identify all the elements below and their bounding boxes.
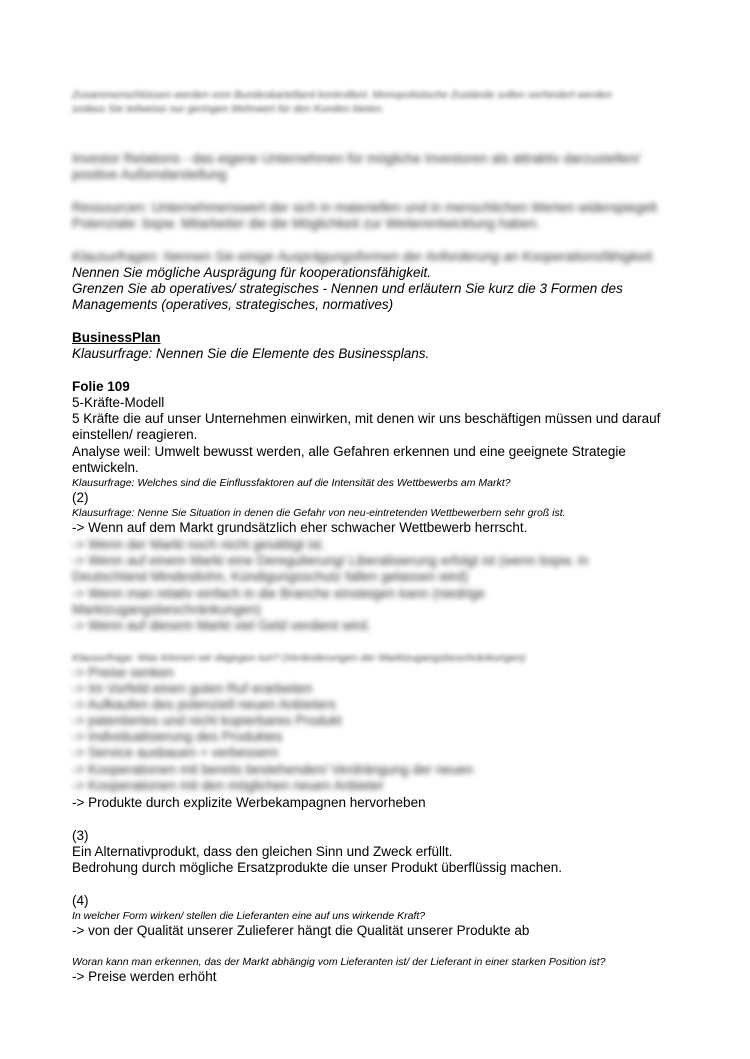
text-line: Ein Alternativprodukt, dass den gleichen Sinn und Zweck erfüllt. (72, 844, 453, 859)
blurred-text: -> Im Vorfeld einen guten Ruf erarbeiten (72, 681, 313, 696)
text-line: entwickeln. (72, 460, 139, 475)
blurred-text: positive Außendarstellung (72, 167, 227, 182)
blurred-text: Ressourcen: Unternehmenswert der sich in materiellen und in menschlichen Werten widerspiegelt (72, 200, 658, 215)
blurred-text: -> Service ausbauen + verbessern (72, 745, 279, 760)
text-line: Bedrohung durch mögliche Ersatzprodukte die unser Produkt überflüssig machen. (72, 860, 563, 875)
number-marker: (4) (72, 893, 89, 908)
blurred-text: -> Wenn auf einem Markt eine Deregulierung/ Liberalisierung erfolgt ist (wenn bspw. in (72, 553, 589, 568)
blurred-text: -> Wenn man relativ einfach in die Branche einsteigen kann (niedrige (72, 586, 485, 601)
blurred-text: Potenziale: bspw. Mitarbeiter die die Möglichkeit zur Weiterentwicklung haben. (72, 216, 540, 231)
text-line: Analyse weil: Umwelt bewusst werden, alle Gefahren erkennen und eine geeignete Strategie (72, 444, 626, 459)
answer-line: -> Wenn auf dem Markt grundsätzlich eher schwacher Wettbewerb herrscht. (72, 520, 528, 535)
blurred-text: Investor Relations - das eigene Unternehmen für mögliche Investoren als attraktiv darzustellen/ (72, 151, 641, 166)
blurred-text: Zusammenschlüssen werden vom Bundeskartellamt kontrolliert. Monopolistische Zustände sollen verhindert werden (72, 89, 612, 101)
exam-question: Klausurfrage: Nenne Sie Situation in denen die Gefahr von neu-eintretenden Wettbewerbern sehr groß ist. (72, 507, 566, 519)
blurred-text: -> Aufkaufen des potenziell neuen Anbieters (72, 697, 336, 712)
exam-question: Klausurfrage: Nennen Sie die Elemente des Businessplans. (72, 346, 430, 361)
blurred-text: -> patentiertes und nicht kopierbares Produkt (72, 713, 342, 728)
blurred-text: -> Kooperationen mit den möglichen neuen Anbieter (72, 778, 384, 793)
slide-heading: Folie 109 (72, 379, 130, 394)
blurred-text: -> Individualisierung des Produktes (72, 729, 283, 744)
text-line: einstellen/ reagieren. (72, 427, 198, 442)
blurred-text: -> Wenn der Markt noch nicht gesättigt ist. (72, 537, 325, 552)
blurred-text: Marktzugangsbeschränkungen) (72, 602, 262, 617)
blurred-text: Klausurfragen: Nennen Sie einige Ausprägungsformen der Anforderung an Kooperationsfähigkeit. (72, 249, 656, 264)
number-marker: (3) (72, 828, 89, 843)
exam-question: Grenzen Sie ab operatives/ strategisches - Nennen und erläutern Sie kurz die 3 Formen des (72, 281, 623, 296)
blurred-text: Klausurfrage: Was können wir dagegen tun? (Veränderungen der Marktzugangsbeschränkungen) (72, 652, 526, 664)
blurred-text: -> Preise senken (72, 665, 174, 680)
answer-line: -> Preise werden erhöht (72, 969, 217, 984)
blurred-text: sodass Sie teilweise nur geringen Mehrwert für den Kunden bieten. (72, 103, 385, 115)
exam-question: Klausurfrage: Welches sind die Einflussfaktoren auf die Intensität des Wettbewerbs am Markt? (72, 477, 511, 489)
answer-line: -> von der Qualität unserer Zulieferer hängt die Qualität unserer Produkte ab (72, 923, 530, 938)
blurred-text: -> Kooperationen mit bereits bestehenden/ Verdrängung der neuen (72, 762, 474, 777)
text-line: 5-Kräfte-Modell (72, 395, 165, 410)
exam-question: Managements (operatives, strategisches, normatives) (72, 297, 394, 312)
section-heading: BusinessPlan (72, 330, 161, 345)
exam-question: Nennen Sie mögliche Ausprägung für kooperationsfähigkeit. (72, 265, 431, 280)
text-line: 5 Kräfte die auf unser Unternehmen einwirken, mit denen wir uns beschäftigen müssen und darauf (72, 411, 661, 426)
exam-question: In welcher Form wirken/ stellen die Lieferanten eine auf uns wirkende Kraft? (72, 910, 426, 922)
blurred-text: -> Wenn auf diesem Markt viel Geld verdient wird. (72, 618, 371, 633)
answer-line: -> Produkte durch explizite Werbekampagnen hervorheben (72, 795, 426, 810)
blurred-text: Deutschland Mindestlohn, Kündigungsschutz fallen gelassen wird) (72, 569, 469, 584)
exam-question: Woran kann man erkennen, das der Markt abhängig vom Lieferanten ist/ der Lieferant in einer starken Position ist? (72, 956, 606, 968)
number-marker: (2) (72, 490, 89, 505)
